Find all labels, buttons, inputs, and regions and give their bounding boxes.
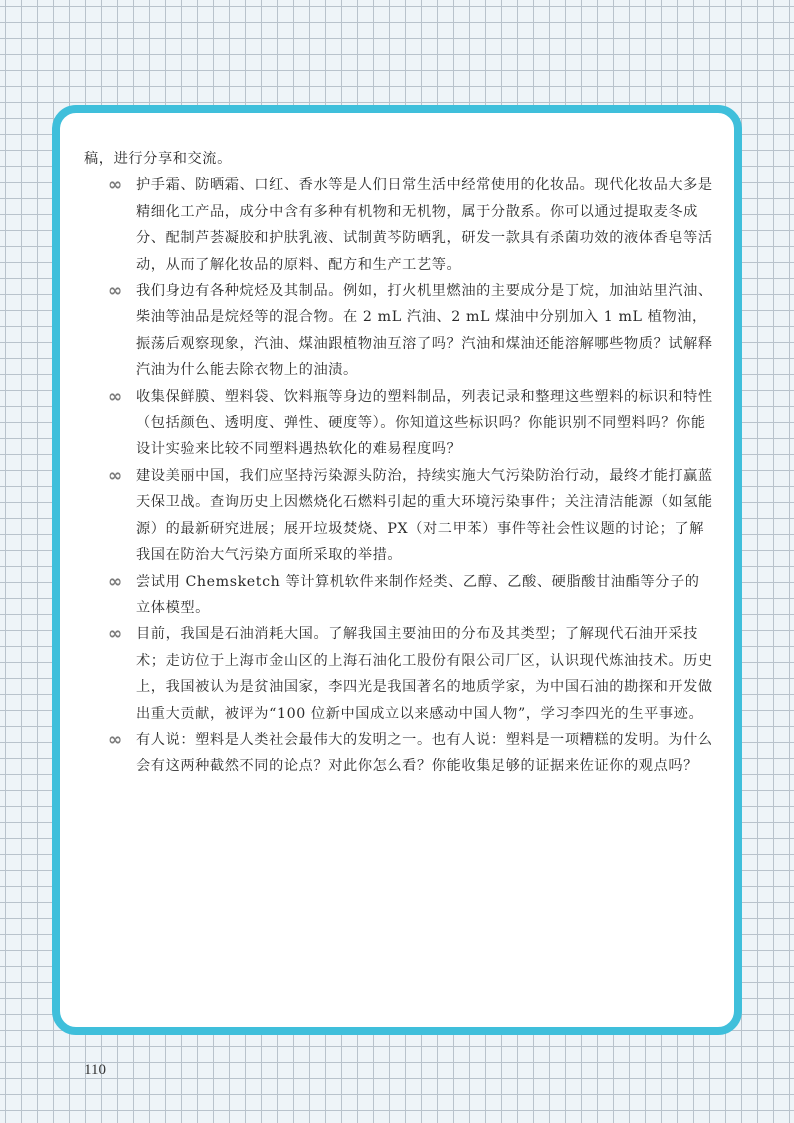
page-number: 110 xyxy=(84,1062,106,1078)
infinity-icon: ∞ xyxy=(108,729,123,750)
list-item xyxy=(84,727,714,780)
infinity-icon: ∞ xyxy=(108,386,123,407)
list-item-text: 建设美丽中国，我们应坚持污染源头防治，持续实施大气污染防治行动，最终才能打赢蓝天保卫战。查询历史上因燃烧化石燃料引起的重大环境污染事件；关注清洁能源（如氢能源）的最新研究进展；展开垃圾焚烧、PX（对二甲苯）事件等社会性议题的讨论；了解我国在防治大气污染方面所采取的举措。 xyxy=(136,467,713,564)
infinity-icon: ∞ xyxy=(108,465,123,486)
list-item-text: 目前，我国是石油消耗大国。了解我国主要油田的分布及其类型；了解现代石油开采技术；走访位于上海市金山区的上海石油化工股份有限公司厂区，认识现代炼油技术。历史上，我国被认为是贫油国家，李四光是我国著名的地质学家，为中国石油的勘探和开发做出重大贡献，被评为“100 位新中国成立以来感动中国人物”，学习李四光的生平事迹。 xyxy=(136,626,713,722)
list-item xyxy=(84,384,714,463)
lead-paragraph: 稿，进行分享和交流。 xyxy=(84,151,232,167)
list-item xyxy=(84,463,714,569)
infinity-icon: ∞ xyxy=(108,281,123,302)
infinity-icon: ∞ xyxy=(108,175,123,196)
list-item xyxy=(84,278,714,384)
list-item xyxy=(84,569,714,622)
list-item-text: 护手霜、防晒霜、口红、香水等是人们日常生活中经常使用的化妆品。现代化妆品大多是精细化工产品，成分中含有多种有机物和无机物，属于分散系。你可以通过提取麦冬成分、配制芦荟凝胶和护肤乳液、试制黄芩防晒乳，研发一款具有杀菌功效的液体香皂等活动，从而了解化妆品的原料、配方和生产工艺等。 xyxy=(136,177,713,273)
list-item-text: 我们身边有各种烷烃及其制品。例如，打火机里燃油的主要成分是丁烷，加油站里汽油、柴油等油品是烷烃等的混合物。在 2 mL 汽油、2 mL 煤油中分别加入 1 mL 植物油，振荡后观察现象，汽油、煤油跟植物油互溶了吗？汽油和煤油还能溶解哪些物质？试解释汽油为什么能去除衣物上的油渍。 xyxy=(136,283,713,379)
list-item xyxy=(84,172,714,278)
list-item-text: 收集保鲜膜、塑料袋、饮料瓶等身边的塑料制品，列表记录和整理这些塑料的标识和特性（包括颜色、透明度、弹性、硬度等）。你知道这些标识吗？你能识别不同塑料吗？你能设计实验来比较不同塑料遇热软化的难易程度吗？ xyxy=(136,388,713,458)
activity-content xyxy=(84,146,714,780)
list-item-text: 有人说：塑料是人类社会最伟大的发明之一。也有人说：塑料是一项糟糕的发明。为什么会有这两种截然不同的论点？对此你怎么看？你能收集足够的证据来佐证你的观点吗？ xyxy=(136,731,713,775)
infinity-icon: ∞ xyxy=(108,624,123,645)
list-item-text: 尝试用 Chemsketch 等计算机软件来制作烃类、乙醇、乙酸、硬脂酸甘油酯等分子的立体模型。 xyxy=(136,573,700,616)
list-item xyxy=(84,621,714,727)
infinity-icon: ∞ xyxy=(108,571,123,592)
